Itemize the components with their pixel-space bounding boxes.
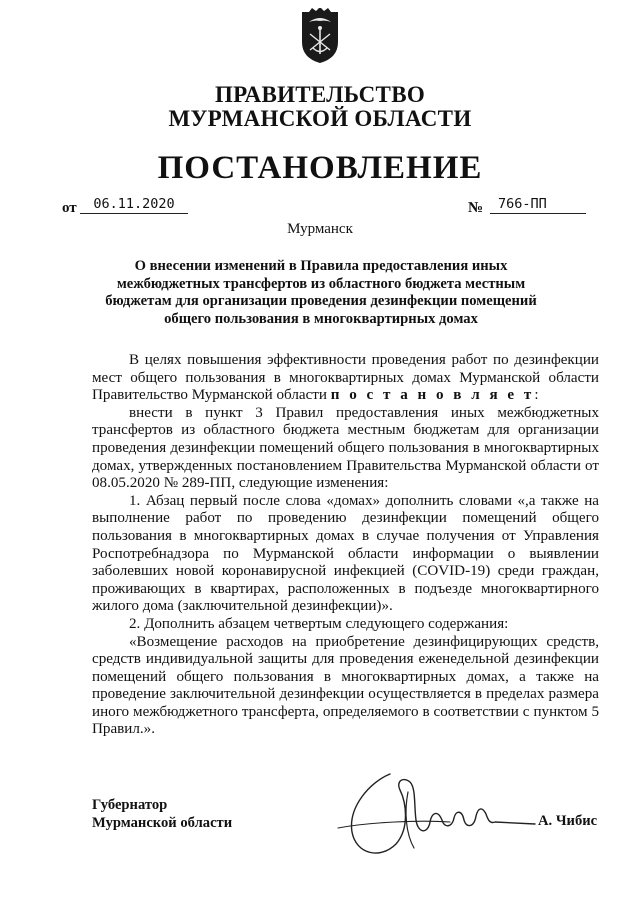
paragraph-4: 2. Дополнить абзацем четвертым следующего содержания: [129,615,509,632]
signer-title-line1: Губернатор [92,797,168,813]
intro-text: В целях повышения эффективности проведения работ по дезинфекции мест общего пользования в многоквартирных домах Мурманской области Правительство Мурманской области [92,352,599,404]
paragraph-3: 1. Абзац первый после слова «домах» дополнить словами «,а также на выполнение работ по проведению дезинфекции помещений общего пользования в многоквартирных домах в случае получения от Управления Роспотребнадзора по Мурманской области информации о выявлении заболевших новой коронавирусной инфекцией (COVID-19) среди граждан, проживающих в квартирах, расположенных в подъезде многоквартирного жилого дома (заключительной дезинфекции)». [92,492,599,615]
paragraph-intro [92,352,599,405]
date-value: 06.11.2020 [80,196,188,214]
decree-title: ПОСТАНОВЛЕНИЕ [157,150,483,186]
paragraph-2: внести в пункт 3 Правил предоставления иных межбюджетных трансфертов из областного бюджета местным бюджетам для организации проведения дезинфекции помещений общего пользования в многоквартирных домах, утвержденных постановлением Правительства Мурманской области от 08.05.2020 № 289-ПП, следующие изменения: [92,404,599,492]
coat-of-arms-icon [300,8,340,64]
government-title-line2: МУРМАНСКОЙ ОБЛАСТИ [168,106,472,131]
government-title-line1: ПРАВИТЕЛЬСТВО [214,82,426,107]
signer-name: А. Чибис [538,813,598,829]
number-label: № [468,200,484,216]
signer-title [92,796,232,832]
decree-subject: О внесении изменений в Правила предоставления иных межбюджетных трансфертов из областного бюджета местным бюджетам для организации проведения дезинфекции помещений общего пользования в многоквартирных домах [105,258,537,327]
paragraph-5: «Возмещение расходов на приобретение дезинфицирующих средств, средств индивидуальной защиты для проведения еженедельной дезинфекции помещений общего пользования в многоквартирных домах, а также на проведение заключительной дезинфекции осуществляется в пределах размера иного межбюджетного трансферта, определяемого в соответствии с пунктом 5 Правил.». [92,633,599,738]
number-value: 766-ПП [490,196,586,214]
signer-title-line2: Мурманской области [92,815,233,831]
handwritten-signature [330,762,550,872]
intro-end: : [534,387,539,404]
decree-body [92,352,599,739]
city: Мурманск [287,221,353,237]
date-label: от [62,200,77,216]
intro-keyword: п о с т а н о в л я е т [330,387,535,404]
